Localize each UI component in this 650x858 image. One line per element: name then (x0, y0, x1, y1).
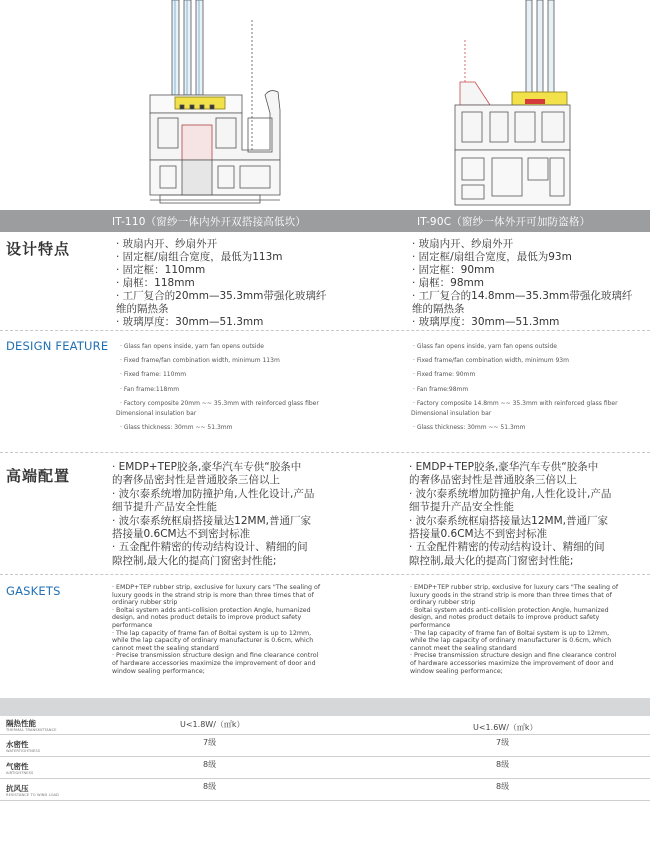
list-item: of hardware accessories maximize the improvement of door and (112, 659, 316, 667)
perf-value-right: 8级 (496, 782, 510, 791)
list-item: · EMDP+TEP胶条,豪华汽车专供“胶条中 (112, 461, 302, 473)
list-item: · 波尔泰系统增加防撞护角,人性化设计,产品 (409, 487, 612, 500)
list-item: · 扇框：118mm (116, 277, 195, 289)
list-item: · Fan frame:98mm (413, 385, 469, 393)
design-feature-list-left-en (116, 343, 400, 439)
list-item: · Factory composite 14.8mm ~~ 35.3mm with reinforced glass fiber (413, 399, 618, 407)
row-divider (0, 800, 650, 801)
list-item: 维的隔热条 (116, 303, 169, 315)
list-item: · 玻扇内开、纱扇外开 (116, 238, 218, 250)
perf-value-left: 7级 (203, 738, 217, 747)
list-item: 隙控制,最大化的提高门窗密封性能; (112, 554, 277, 567)
perf-label: 隔热性能 (6, 719, 36, 728)
list-item: 细节提升产品安全性能 (409, 501, 514, 514)
list-item: luxury goods in the strand strip is more than three times that of (410, 591, 612, 599)
perf-value-left: U<1.8W/（㎡k） (180, 720, 245, 729)
list-item: · 波尔泰系统增加防撞护角,人性化设计,产品 (112, 487, 315, 500)
list-item: ordinary rubber strip (410, 599, 476, 607)
list-item: · 玻扇内开、纱扇外开 (412, 238, 514, 250)
perf-sub-label: THERMAL TRANSMITTANCE (6, 728, 57, 732)
list-item: 的奢侈品密封性是普通胶条三倍以上 (409, 474, 577, 487)
model-label-left: IT-110（窗纱一体内外开双搭接高低坎） (112, 216, 307, 228)
it110-profile-drawing (120, 0, 320, 212)
list-item: window sealing performance; (410, 667, 503, 675)
design-feature-list-left-zh (116, 238, 396, 329)
list-item: performance (112, 621, 153, 629)
list-item: · 玻璃厚度：30mm—51.3mm (412, 316, 560, 328)
list-item: · Fan frame:118mm (120, 385, 180, 393)
list-item: · Glass thickness: 30mm ~~ 51.3mm (413, 424, 526, 432)
list-item: ordinary rubber strip (112, 599, 178, 607)
list-item: · EMDP+TEP胶条,豪华汽车专供“胶条中 (409, 461, 599, 473)
list-item: · Glass fan opens inside, yarn fan opens outside (120, 343, 264, 350)
list-item: 细节提升产品安全性能 (112, 501, 217, 514)
list-item: · EMDP+TEP rubber strip, exclusive for luxury cars "The sealing of (112, 584, 321, 591)
design-feature-title-en: DESIGN FEATURE (6, 339, 109, 353)
list-item: luxury goods in the strand strip is more than three times that of (112, 591, 314, 599)
list-item: · 工厂复合的20mm—35.3mm带强化玻璃纤 (116, 290, 327, 302)
list-item: · Fixed frame: 90mm (413, 371, 476, 379)
list-item: design, and notes product details to improve product safety (410, 614, 600, 622)
list-item: · Factory composite 20mm ~~ 35.3mm with reinforced glass fiber (120, 399, 319, 407)
design-feature-title-zh: 设计特点 (6, 240, 71, 258)
gaskets-title-en: GASKETS (6, 584, 61, 598)
perf-label: 水密性 (6, 740, 29, 749)
list-item: 搭接量0.6CM达不到密封标准 (112, 528, 251, 541)
perf-value-right: U<1.6W/（㎡k） (473, 723, 538, 732)
list-item: cannot meet the sealing standard (410, 644, 517, 652)
row-divider (0, 756, 650, 757)
it90c-profile-drawing (400, 0, 600, 212)
performance-header-bar (0, 698, 650, 716)
list-item: · 工厂复合的14.8mm—35.3mm带强化玻璃纤 (412, 290, 633, 302)
perf-label: 抗风压 (6, 784, 29, 793)
section-divider (0, 574, 650, 575)
list-item: · 固定框：110mm (116, 264, 206, 276)
design-feature-list-right-en (413, 344, 649, 439)
model-label-right: IT-90C（窗纱一体外开可加防盗格） (417, 216, 591, 228)
list-item: · 波尔泰系统框扇搭接量达12MM,普通厂家 (112, 514, 311, 527)
list-item: · 玻璃厚度：30mm—51.3mm (116, 316, 264, 328)
list-item: · 波尔泰系统框扇搭接量达12MM,普通厂家 (409, 514, 608, 527)
table-row (0, 780, 650, 802)
list-item: · 扇框：98mm (412, 277, 484, 289)
perf-label: 气密性 (6, 762, 29, 771)
list-item: · The lap capacity of frame fan of Boltai system is up to 12mm, (410, 629, 610, 637)
row-divider (0, 734, 650, 735)
list-item: design, and notes product details to improve product safety (112, 614, 302, 622)
list-item: · Precise transmission structure design and fine clearance control (112, 652, 319, 660)
list-item: · 五金配件精密的传动结构设计、精细的间 (409, 541, 605, 554)
list-item: · Fixed frame: 110mm (120, 371, 187, 379)
list-item: 搭接量0.6CM达不到密封标准 (409, 528, 548, 541)
table-row (0, 758, 650, 780)
list-item: Dimensional insulation bar (411, 410, 492, 418)
perf-value-left: 8级 (203, 760, 217, 769)
gaskets-list-right-en (410, 584, 648, 675)
row-divider (0, 778, 650, 779)
list-item: window sealing performance; (112, 667, 205, 675)
list-item: while the lap capacity of ordinary manufacturer is 0.6cm, which (410, 637, 612, 645)
list-item: while the lap capacity of ordinary manufacturer is 0.6cm, which (112, 637, 314, 645)
model-bar (0, 210, 650, 232)
list-item: · Boltai system adds anti-collision protection Angle, humanized (410, 606, 609, 614)
list-item: Dimensional insulation bar (116, 410, 197, 418)
list-item: · The lap capacity of frame fan of Boltai system is up to 12mm, (112, 629, 312, 637)
list-item: · Glass thickness: 30mm ~~ 51.3mm (120, 424, 233, 432)
list-item: · Fixed frame/fan combination width, minimum 93m (413, 357, 569, 365)
perf-value-left: 8级 (203, 782, 217, 791)
list-item: performance (410, 621, 451, 629)
perf-sub-label: WATERTIGHTNESS (6, 749, 41, 753)
section-divider (0, 452, 650, 453)
list-item: · Boltai system adds anti-collision protection Angle, humanized (112, 606, 311, 614)
list-item: 隙控制,最大化的提高门窗密封性能; (409, 554, 574, 567)
gaskets-list-right-zh (409, 461, 649, 568)
list-item: · 固定框：90mm (412, 264, 495, 276)
list-item: · Fixed frame/fan combination width, minimum 113m (120, 357, 280, 365)
list-item: · 固定框/扇组合宽度，最低为113m (116, 251, 283, 263)
perf-sub-label: AIRTIGHTNESS (6, 771, 34, 775)
section-divider (0, 330, 650, 331)
list-item: cannot meet the sealing standard (112, 644, 219, 652)
list-item: 维的隔热条 (412, 303, 465, 315)
gaskets-list-left-zh (112, 461, 392, 568)
perf-sub-label: RESISTANCE TO WIND LOAD (6, 793, 59, 797)
list-item: · Precise transmission structure design and fine clearance control (410, 652, 617, 660)
table-row (0, 736, 650, 758)
list-item: · 固定框/扇组合宽度，最低为93m (412, 251, 572, 263)
design-feature-list-right-zh (412, 238, 648, 329)
list-item: of hardware accessories maximize the improvement of door and (410, 659, 614, 667)
list-item: · 五金配件精密的传动结构设计、精细的间 (112, 541, 308, 554)
list-item: · Glass fan opens inside, yarn fan opens outside (413, 343, 557, 350)
list-item: · EMDP+TEP rubber strip, exclusive for luxury cars "The sealing of (410, 584, 619, 591)
gaskets-title-zh: 高端配置 (6, 467, 71, 485)
list-item: 的奢侈品密封性是普通胶条三倍以上 (112, 474, 280, 487)
perf-value-right: 8级 (496, 760, 510, 769)
perf-value-right: 7级 (496, 738, 510, 747)
gaskets-list-left-en (112, 584, 397, 675)
